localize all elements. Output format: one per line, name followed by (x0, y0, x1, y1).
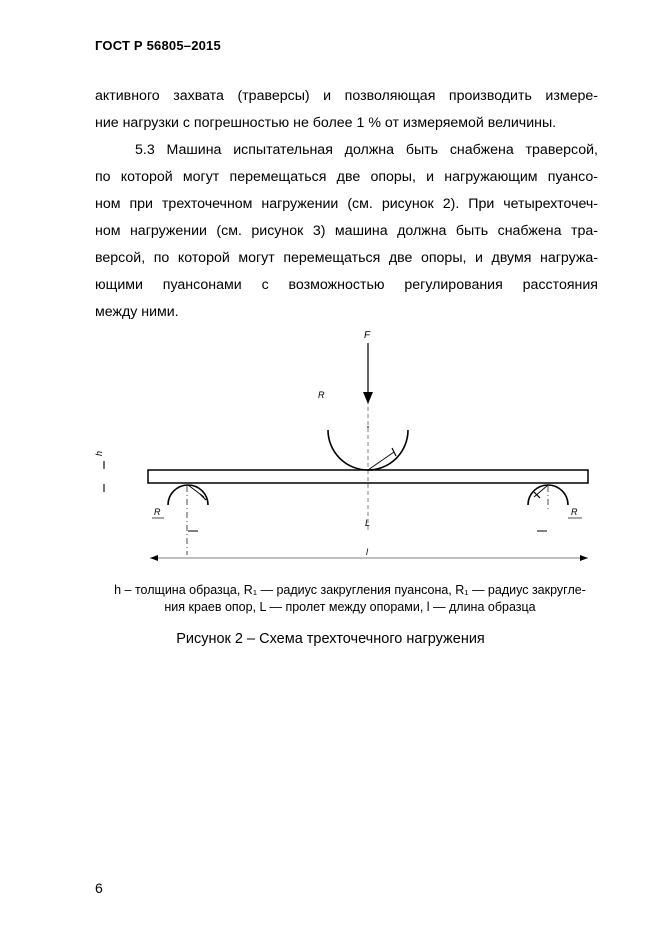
three-point-loading-diagram (0, 320, 661, 580)
force-label: F (364, 330, 371, 341)
legend-line: ния краев опор, L — пролет между опорами, l — длина образца (164, 600, 536, 614)
force-arrow (363, 343, 373, 404)
paragraph-continuation (95, 83, 598, 137)
page-number: 6 (95, 880, 103, 896)
figure-caption: Рисунок 2 – Схема трехточечного нагружения (176, 631, 485, 647)
length-dimension (150, 555, 588, 561)
document-header: ГОСТ Р 56805–2015 (95, 38, 221, 53)
left-support-radius-label: R (154, 507, 161, 517)
paragraph-5-3 (95, 137, 598, 326)
text-line: ющими пуансонами с возможностью регулирования расстояния (95, 277, 598, 293)
text-line: ние нагрузки с погрешностью не более 1 % от измеряемой величины. (95, 115, 557, 131)
text-line: по которой могут перемещаться две опоры, и нагружающим пуансо- (95, 169, 598, 185)
text-line: версой, по которой могут перемещаться две опоры, и двумя нагружа- (95, 250, 598, 266)
text-line: ном нагружении (см. рисунок 3) машина должна быть снабжена тра- (95, 223, 598, 239)
left-support (168, 485, 208, 555)
punch-radius-label: R (318, 390, 325, 400)
text-line: ном при трехточечном нагружении (см. рисунок 2). При четырехточеч- (95, 196, 598, 212)
figure-legend (90, 582, 610, 616)
length-label: l (366, 547, 368, 557)
text-line: между ними. (95, 304, 179, 320)
right-support-radius-label: R (571, 507, 578, 517)
text-line: активного захвата (траверсы) и позволяющая производить измере- (95, 88, 598, 104)
text-line: 5.3 Машина испытательная должна быть снабжена траверсой, (135, 142, 598, 158)
span-label: L (365, 518, 371, 528)
legend-line: h – толщина образца, R₁ — радиус закругления пуансона, R₁ — радиус закругле- (114, 583, 586, 597)
right-support (528, 485, 568, 512)
thickness-label: h (94, 450, 104, 456)
